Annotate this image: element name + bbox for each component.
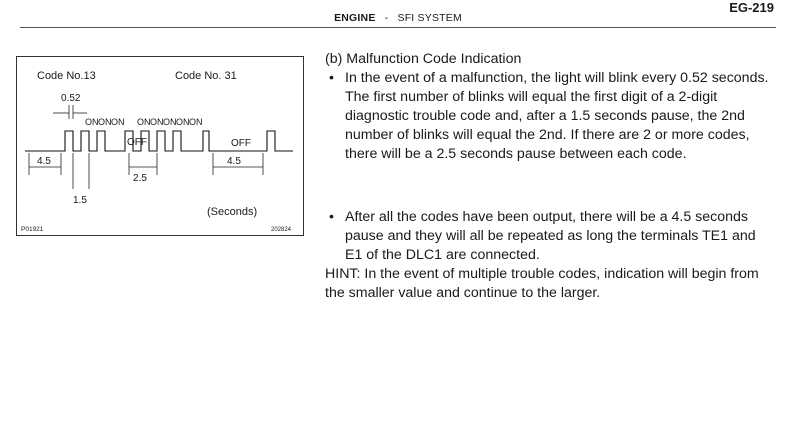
label-dim-45-right: 4.5 xyxy=(227,156,241,167)
label-dim-15: 1.5 xyxy=(73,195,87,206)
timing-diagram xyxy=(17,57,305,237)
label-interval-052: 0.52 xyxy=(61,93,81,104)
section-heading: (b) Malfunction Code Indication xyxy=(325,51,522,67)
label-on: ON xyxy=(176,117,190,127)
hint-paragraph: HINT: In the event of multiple trouble codes, indication will begin from the smaller value and continue to the larger. xyxy=(325,266,759,301)
bullet-paragraph-2 xyxy=(325,208,775,265)
blink-code-figure xyxy=(16,56,304,236)
bullet-text-2: After all the codes have been output, there will be a 4.5 seconds pause and they will all be repeated as long the terminals TE1 and E1 of the DLC1 are connected. xyxy=(345,209,756,263)
content-column xyxy=(325,50,775,303)
label-on: ON xyxy=(111,117,125,127)
label-units: (Seconds) xyxy=(207,206,258,218)
label-code-31: Code No. 31 xyxy=(175,70,237,82)
figure-id-left: P01921 xyxy=(21,226,44,233)
label-dim-45-left: 4.5 xyxy=(37,156,51,167)
bullet-dot: • xyxy=(329,209,334,225)
label-on: ON xyxy=(163,117,177,127)
bullet-dot: • xyxy=(329,70,334,86)
bullet-paragraph-1 xyxy=(325,69,775,164)
label-on: ON xyxy=(150,117,164,127)
figure-id-right: 202824 xyxy=(271,227,292,233)
label-on: ON xyxy=(85,117,99,127)
header-subsection: SFI SYSTEM xyxy=(397,12,462,24)
header-rule xyxy=(20,27,776,28)
label-off-1: OFF xyxy=(127,137,147,148)
label-dim-25: 2.5 xyxy=(133,173,147,184)
label-on: ON xyxy=(137,117,151,127)
label-on: ON xyxy=(98,117,112,127)
header-section: ENGINE xyxy=(334,12,376,24)
blink-waveform xyxy=(25,131,293,151)
label-on: ON xyxy=(189,117,203,127)
header-separator: - xyxy=(384,12,389,24)
label-off-2: OFF xyxy=(231,138,251,149)
label-code-13: Code No.13 xyxy=(37,70,96,82)
page-header xyxy=(0,12,796,24)
bullet-text-1: In the event of a malfunction, the light will blink every 0.52 seconds. The first number of blinks will equal the first digit of a 2-digit diagnostic trouble code and, after a 1.5 seconds pause, the 2nd number of blinks will equal the 2nd. If there are 2 or more codes, there will be a 2.5 seconds pause between each code. xyxy=(345,70,769,162)
page-number: EG-219 xyxy=(729,0,774,15)
